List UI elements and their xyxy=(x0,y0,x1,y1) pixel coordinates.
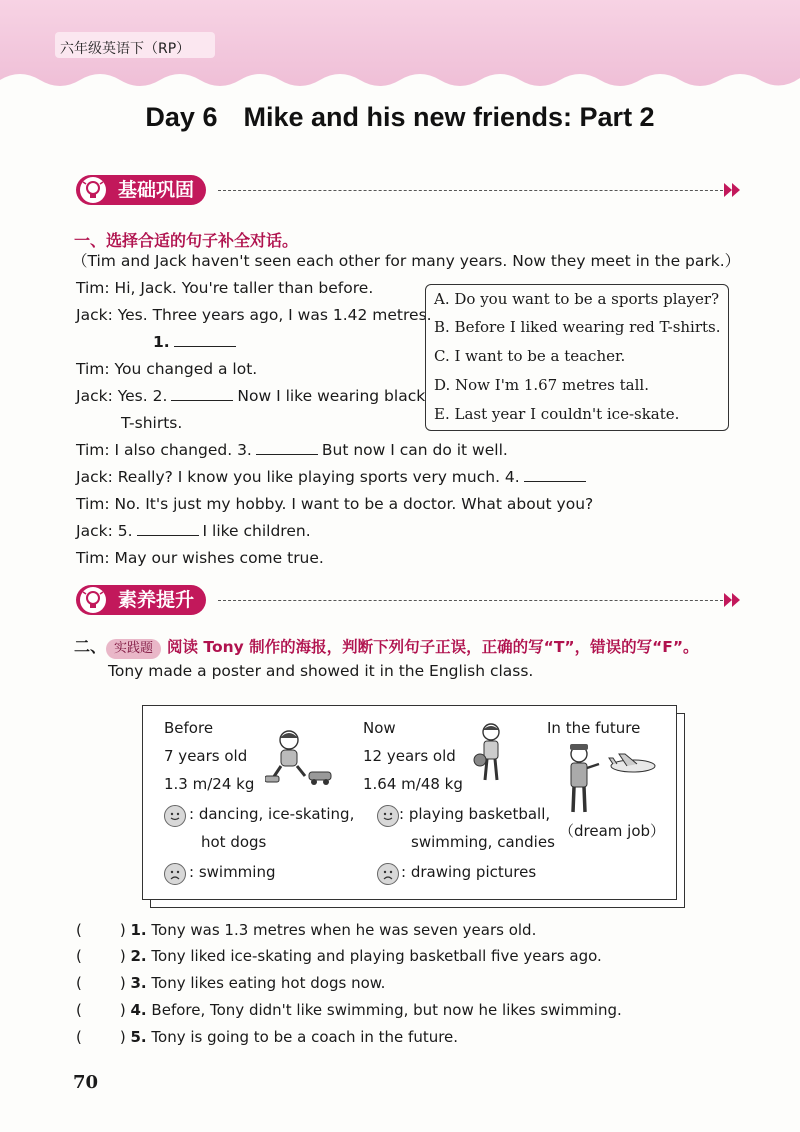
boy-with-toy-car-illustration xyxy=(265,726,337,790)
double-arrow-icon xyxy=(724,183,742,197)
dialogue-line: Jack: Yes. 2. Now I like wearing black xyxy=(76,387,426,405)
poster-before-dislikes: : swimming xyxy=(189,863,276,881)
tf-question-3: ( ) 3. Tony likes eating hot dogs now. xyxy=(76,974,386,992)
section-divider xyxy=(218,600,723,601)
lightbulb-icon xyxy=(80,587,106,613)
poster-before-label: Before xyxy=(164,719,214,737)
dialogue-line: T-shirts. xyxy=(121,414,183,432)
page-title xyxy=(0,102,800,133)
day-label: Day 6 xyxy=(145,102,218,132)
section-badge-label: 基础巩固 xyxy=(118,179,195,201)
answer-blank-4[interactable] xyxy=(524,467,586,482)
dialogue-line: Tim: I also changed. 3. But now I can do it well. xyxy=(76,441,508,459)
answer-blank-1[interactable] xyxy=(174,332,236,347)
tf-question-5: ( ) 5. Tony is going to be a coach in the future. xyxy=(76,1028,459,1046)
double-arrow-icon xyxy=(724,593,742,607)
answer-blank-3[interactable] xyxy=(256,440,318,455)
poster-now-label: Now xyxy=(363,719,396,737)
section-divider xyxy=(218,190,723,191)
dialogue-line: 1. xyxy=(153,332,240,352)
option-a: A. Do you want to be a sports player? xyxy=(434,290,720,308)
practice-tag: 实践题 xyxy=(106,639,161,659)
poster-future-note: （dream job） xyxy=(559,822,666,840)
pilot-with-airplane-illustration xyxy=(563,742,659,816)
sad-face-icon xyxy=(164,863,186,885)
smile-face-icon xyxy=(377,805,399,827)
poster-before-size: 1.3 m/24 kg xyxy=(164,775,255,793)
section1-heading: 一、选择合适的句子补全对话。 xyxy=(74,231,299,250)
lightbulb-icon xyxy=(80,177,106,203)
title-text: Mike and his new friends: Part 2 xyxy=(243,102,655,132)
book-tag: 六年级英语下（RP） xyxy=(60,41,191,57)
section2-heading: 阅读 Tony 制作的海报，判断下列句子正误，正确的写“T”，错误的写“F”。 xyxy=(167,638,699,656)
dialogue-line: Tim: You changed a lot. xyxy=(76,360,258,378)
boy-with-basketball-illustration xyxy=(471,722,511,788)
dialogue-line: Jack: 5. I like children. xyxy=(76,522,311,540)
tf-question-4: ( ) 4. Before, Tony didn't like swimming, but now he likes swimming. xyxy=(76,1001,622,1019)
dialogue-line: Tim: No. It's just my hobby. I want to be a doctor. What about you? xyxy=(76,495,594,513)
section-badge-advanced xyxy=(76,585,206,615)
sad-face-icon xyxy=(377,863,399,885)
tf-question-1: ( ) 1. Tony was 1.3 metres when he was seven years old. xyxy=(76,921,537,939)
poster-now-dislikes: : drawing pictures xyxy=(401,863,537,881)
dialogue-line: Jack: Really? I know you like playing sports very much. 4. xyxy=(76,467,590,487)
poster-before-likes: : dancing, ice-skating, xyxy=(189,805,355,823)
dialogue-line: Jack: Yes. Three years ago, I was 1.42 metres. xyxy=(76,306,432,324)
dialogue-line: Tim: Hi, Jack. You're taller than before. xyxy=(76,279,374,297)
option-c: C. I want to be a teacher. xyxy=(434,347,626,365)
poster-before-likes-cont: hot dogs xyxy=(201,833,267,851)
dialogue-context: （Tim and Jack haven't seen each other for many years. Now they meet in the park.） xyxy=(72,252,741,270)
poster-before-age: 7 years old xyxy=(164,747,248,765)
section2-heading-row xyxy=(74,634,699,659)
poster-now-likes: : playing basketball, xyxy=(399,805,551,823)
option-d: D. Now I'm 1.67 metres tall. xyxy=(434,376,649,394)
answer-blank-2[interactable] xyxy=(171,386,233,401)
poster-future-label: In the future xyxy=(547,719,641,737)
poster xyxy=(142,705,677,900)
tf-question-2: ( ) 2. Tony liked ice-skating and playing basketball five years ago. xyxy=(76,947,602,965)
section-badge-label: 素养提升 xyxy=(118,589,195,611)
option-b: B. Before I liked wearing red T-shirts. xyxy=(434,318,721,336)
page-number: 70 xyxy=(73,1072,99,1093)
answer-blank-5[interactable] xyxy=(137,521,199,536)
section2-prefix: 二、 xyxy=(74,637,107,656)
option-e: E. Last year I couldn't ice-skate. xyxy=(434,405,680,423)
poster-now-size: 1.64 m/48 kg xyxy=(363,775,463,793)
smile-face-icon xyxy=(164,805,186,827)
options-box xyxy=(425,284,729,431)
poster-intro: Tony made a poster and showed it in the English class. xyxy=(108,662,534,680)
dialogue-line: Tim: May our wishes come true. xyxy=(76,549,324,567)
poster-now-likes-cont: swimming, candies xyxy=(411,833,555,851)
section-badge-basic xyxy=(76,175,206,205)
poster-now-age: 12 years old xyxy=(363,747,456,765)
